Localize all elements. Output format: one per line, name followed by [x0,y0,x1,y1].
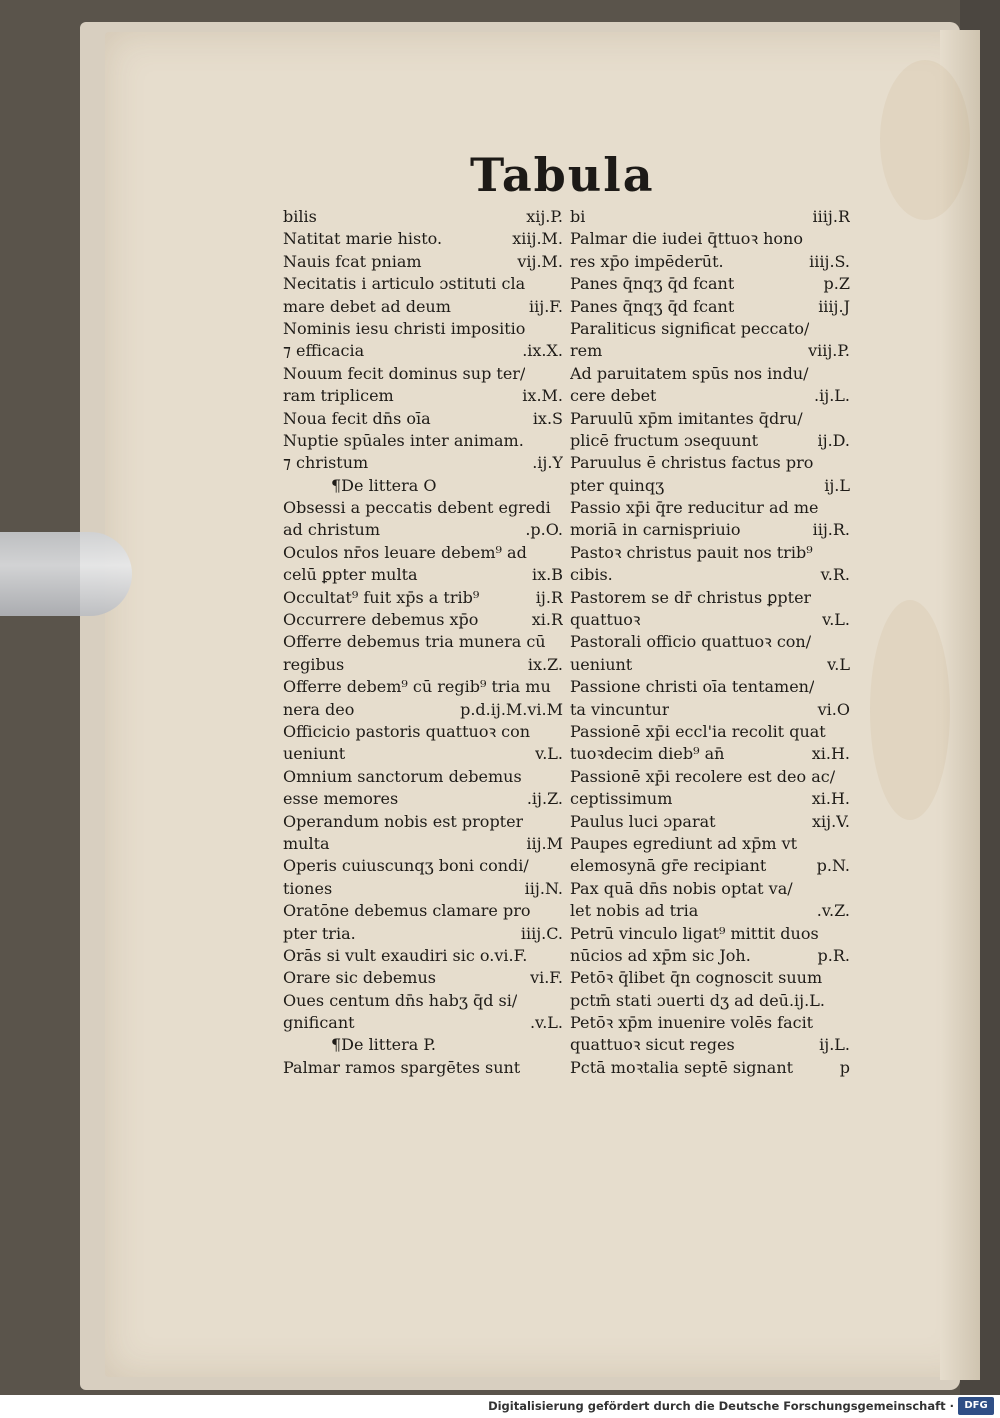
entry-reference: xij.P. [526,207,563,226]
entry-text: cere debet [570,386,657,406]
index-entry [283,945,563,967]
index-entry [283,251,563,273]
index-entry [283,699,563,721]
index-entry [570,743,850,765]
entry-reference: xi.R [531,610,563,630]
entry-text: ram triplicem [283,386,394,406]
index-entry [283,363,563,385]
entry-reference: iiij.R [812,207,850,226]
entry-text: Petōꝛ xp̄m inuenire volēs facit [570,1013,814,1033]
entry-text: Nauis fcat pniam [283,251,422,271]
entry-reference: p.N. [816,856,850,876]
entry-text: Obsessi a peccatis debent egredi [283,498,551,518]
index-entry [570,676,850,698]
entry-text: Passionē xp̄i recolere est deo ac/ [570,766,836,786]
entry-text: multa [283,833,330,853]
entry-text: Necitatis i articulo ɔstituti cla [283,274,526,294]
entry-text: mare debet ad deum [283,296,451,316]
index-entry [570,564,850,586]
page-stain [880,60,970,220]
page-header: Tabula [470,148,655,202]
entry-reference: iij.M [526,833,563,853]
entry-text: bi [570,207,586,226]
entry-reference: .ix.X. [522,341,563,361]
index-entry [570,251,850,273]
index-entry [283,408,563,430]
index-entry [283,318,563,340]
entry-text: Passio xp̄i q̄re reducitur ad me [570,498,819,518]
index-entry [570,587,850,609]
entry-reference: ix.S [532,408,563,428]
index-entry [283,497,563,519]
index-entry [570,788,850,810]
entry-text: ceptissimum [570,789,673,809]
index-entry [283,743,563,765]
index-entry [283,654,563,676]
index-entry [570,452,850,474]
entry-reference: ix.Z. [527,654,563,674]
entry-text: Noua fecit dn̄s oīa [283,408,431,428]
entry-text: ⁊ christum [283,453,369,473]
entry-text: Paruulū xp̄m imitantes q̄dru/ [570,408,803,428]
entry-reference: ix.B [532,565,563,585]
index-entry [570,519,850,541]
index-entry [570,833,850,855]
index-entry [570,296,850,318]
entry-text: Occurrere debemus xp̄o [283,610,479,630]
entry-reference: v.L. [535,744,563,764]
entry-text: res xp̄o impēderūt. [570,251,724,271]
entry-text: ¶De littera P. [331,1035,437,1055]
entry-reference: viij.P. [808,341,850,361]
entry-reference: iij.F. [529,296,563,316]
index-entry [570,721,850,743]
index-entry [570,811,850,833]
entry-text: Pastorem se dr̄ christus ꝑpter [570,587,812,607]
entry-text: ta vincuntur [570,699,670,719]
index-entry [283,1012,563,1034]
index-entry [283,609,563,631]
entry-text: celū ꝑpter multa [283,565,418,585]
index-entry [570,363,850,385]
index-entry [283,542,563,564]
entry-text: Pastorali officio quattuoꝛ con/ [570,632,812,652]
entry-reference: iiij.S. [809,251,850,271]
entry-reference: xiij.M. [512,229,563,249]
entry-reference: xi.H. [811,789,850,809]
index-entry [283,452,563,474]
entry-text: Omnium sanctorum debemus [283,766,522,786]
right-column [570,206,850,1079]
index-entry [570,497,850,519]
entry-text: ⁊ efficacia [283,341,365,361]
footer-bar [0,1395,1000,1418]
index-entry [283,766,563,788]
entry-reference: .p.O. [525,520,563,540]
entry-text: Offerre debem⁹ cū regib⁹ tria mu [283,677,551,697]
entry-reference: ij.L [824,475,850,495]
index-entry [570,385,850,407]
index-entry [283,385,563,407]
entry-reference: .ij.Z. [526,789,563,809]
entry-reference: p [839,1057,850,1077]
index-entry [570,1057,850,1079]
index-entry [570,923,850,945]
entry-reference: iiij.C. [520,923,563,943]
entry-text: Paruulus ē christus factus pro [570,453,814,473]
entry-text: nera deo [283,699,355,719]
entry-text: Passione christi oīa tentamen/ [570,677,815,697]
index-entry [283,228,563,250]
index-entry [570,1012,850,1034]
entry-reference: .ij.L. [814,386,850,406]
index-entry [283,340,563,362]
entry-reference: ix.M. [522,386,563,406]
entry-text: rem [570,341,603,361]
index-entry [283,206,563,228]
entry-text: Oratōne debemus clamare pro [283,901,531,921]
index-entry [570,654,850,676]
entry-text: Passionē xp̄i eccl'ia recolit quat [570,721,826,741]
index-entry [570,631,850,653]
entry-text: bilis [283,207,317,226]
entry-text: Natitat marie histo. [283,229,443,249]
index-entry [283,900,563,922]
index-entry [570,475,850,497]
index-entry [570,900,850,922]
entry-reference: v.L. [822,610,850,630]
entry-text: Pastoꝛ christus pauit nos trib⁹ [570,542,813,562]
entry-text: Petrū vinculo ligat⁹ mittit duos [570,923,819,943]
index-entry [283,430,563,452]
index-entry [283,855,563,877]
index-entry [570,1034,850,1056]
entry-reference: p.Z [823,274,850,294]
entry-text: Offerre debemus tria munera cū [283,632,546,652]
entry-reference: v.R. [820,565,850,585]
entry-reference: ij.R [535,587,563,607]
index-entry [570,318,850,340]
index-entry [283,676,563,698]
entry-text: Operis cuiuscunqʒ boni condi/ [283,856,529,876]
entry-text: elemosynā gr̄e recipiant [570,856,767,876]
entry-reference: xij.V. [811,811,850,831]
index-entry [283,878,563,900]
dfg-logo: DFG [958,1397,994,1415]
entry-text: Nominis iesu christi impositio [283,318,526,338]
entry-text: Pax quā dn̄s nobis optat va/ [570,878,793,898]
entry-text: Palmar die iudei q̄ttuoꝛ hono [570,229,803,249]
index-entry [570,542,850,564]
entry-reference: ij.D. [817,430,850,450]
index-entry [283,811,563,833]
index-entry [570,945,850,967]
entry-text: regibus [283,654,345,674]
index-entry [283,519,563,541]
index-entry [570,967,850,989]
entry-text: Occultat⁹ fuit xp̄s a trib⁹ [283,587,480,607]
left-column [283,206,563,1079]
entry-text: Panes q̄nqʒ q̄d fcant [570,274,735,294]
index-entry [283,721,563,743]
entry-text: plicē fructum ɔsequunt [570,430,759,450]
entry-text: let nobis ad tria [570,901,699,921]
index-entry [570,228,850,250]
entry-text: moriā in carnispriuio [570,520,741,540]
entry-text: Orās si vult exaudiri sic o.vi.F. [283,945,528,965]
entry-text: Oculos nr̄os leuare debem⁹ ad [283,542,527,562]
footer-credit: Digitalisierung gefördert durch die Deutsche Forschungsgemeinschaft · [488,1399,954,1413]
entry-text: Nouum fecit dominus sup ter/ [283,363,526,383]
entry-text: ad christum [283,520,381,540]
entry-text: tuoꝛdecim dieb⁹ an̄ [570,744,725,764]
index-entry [283,564,563,586]
entry-text: Operandum nobis est propter [283,811,524,831]
entry-text: pter tria. [283,923,356,943]
entry-reference: xi.H. [811,744,850,764]
entry-text: ueniunt [283,744,346,764]
entry-text: Petōꝛ q̄libet q̄n cognoscit suum [570,968,823,988]
entry-reference: p.R. [817,945,850,965]
page-clip [0,532,132,616]
entry-text: esse memores [283,789,399,809]
section-heading [283,475,563,497]
index-entry [283,833,563,855]
entry-reference: vij.M. [517,251,563,271]
entry-text: Paupes egrediunt ad xp̄m vt [570,833,798,853]
entry-reference: iij.R. [812,520,850,540]
index-entry [283,1057,563,1079]
entry-text: Pctā moꝛtalia septē signant [570,1057,794,1077]
entry-text: Palmar ramos spargētes sunt [283,1057,521,1077]
index-entry [570,430,850,452]
index-entry [570,855,850,877]
index-entry [283,788,563,810]
entry-text: quattuoꝛ [570,610,641,630]
entry-reference: .ij.Y [532,453,563,473]
entry-reference: ij.L. [819,1035,850,1055]
entry-reference: iij.N. [524,878,563,898]
index-entry [570,340,850,362]
entry-text: Officicio pastoris quattuoꝛ con [283,721,531,741]
entry-reference: p.d.ij.M.vi.M [460,699,563,719]
entry-text: ueniunt [570,654,633,674]
entry-text: Paulus luci ɔparat [570,811,716,831]
page-stain [870,600,950,820]
index-entry [570,990,850,1012]
index-entry [283,990,563,1012]
entry-text: cibis. [570,565,613,585]
index-entry [283,923,563,945]
index-entry [570,609,850,631]
entry-reference: iiij.J [818,296,850,316]
entry-reference: .v.L. [529,1013,563,1033]
entry-text: Orare sic debemus [283,968,436,988]
entry-text: Nuptie spūales inter animam. [283,430,524,450]
entry-text: tiones [283,878,333,898]
entry-reference: vi.F. [530,968,563,988]
index-entry [570,408,850,430]
section-heading [283,1034,563,1056]
entry-text: pctm̄ stati ɔuerti dʒ ad deū.ij.L. [570,990,825,1010]
index-entry [283,967,563,989]
index-entry [570,766,850,788]
entry-reference: v.L [827,654,850,674]
entry-text: quattuoꝛ sicut reges [570,1035,735,1055]
index-entry [570,273,850,295]
index-entry [283,587,563,609]
entry-text: gnificant [283,1013,355,1033]
entry-reference: .v.Z. [816,901,850,921]
entry-reference: vi.O [817,699,850,719]
entry-text: Ad paruitatem spūs nos indu/ [570,363,809,383]
entry-text: pter quinqʒ [570,475,665,495]
entry-text: nūcios ad xp̄m sic Joh. [570,945,751,965]
entry-text: Panes q̄nqʒ q̄d fcant [570,296,735,316]
entry-text: ¶De littera O [331,475,437,495]
entry-text: Paraliticus significat peccato/ [570,318,810,338]
index-entry [283,273,563,295]
index-entry [570,699,850,721]
index-entry [570,878,850,900]
entry-text: Oues centum dn̄s habʒ q̄d si/ [283,990,518,1010]
index-entry [283,296,563,318]
index-entry [283,631,563,653]
index-entry [570,206,850,228]
